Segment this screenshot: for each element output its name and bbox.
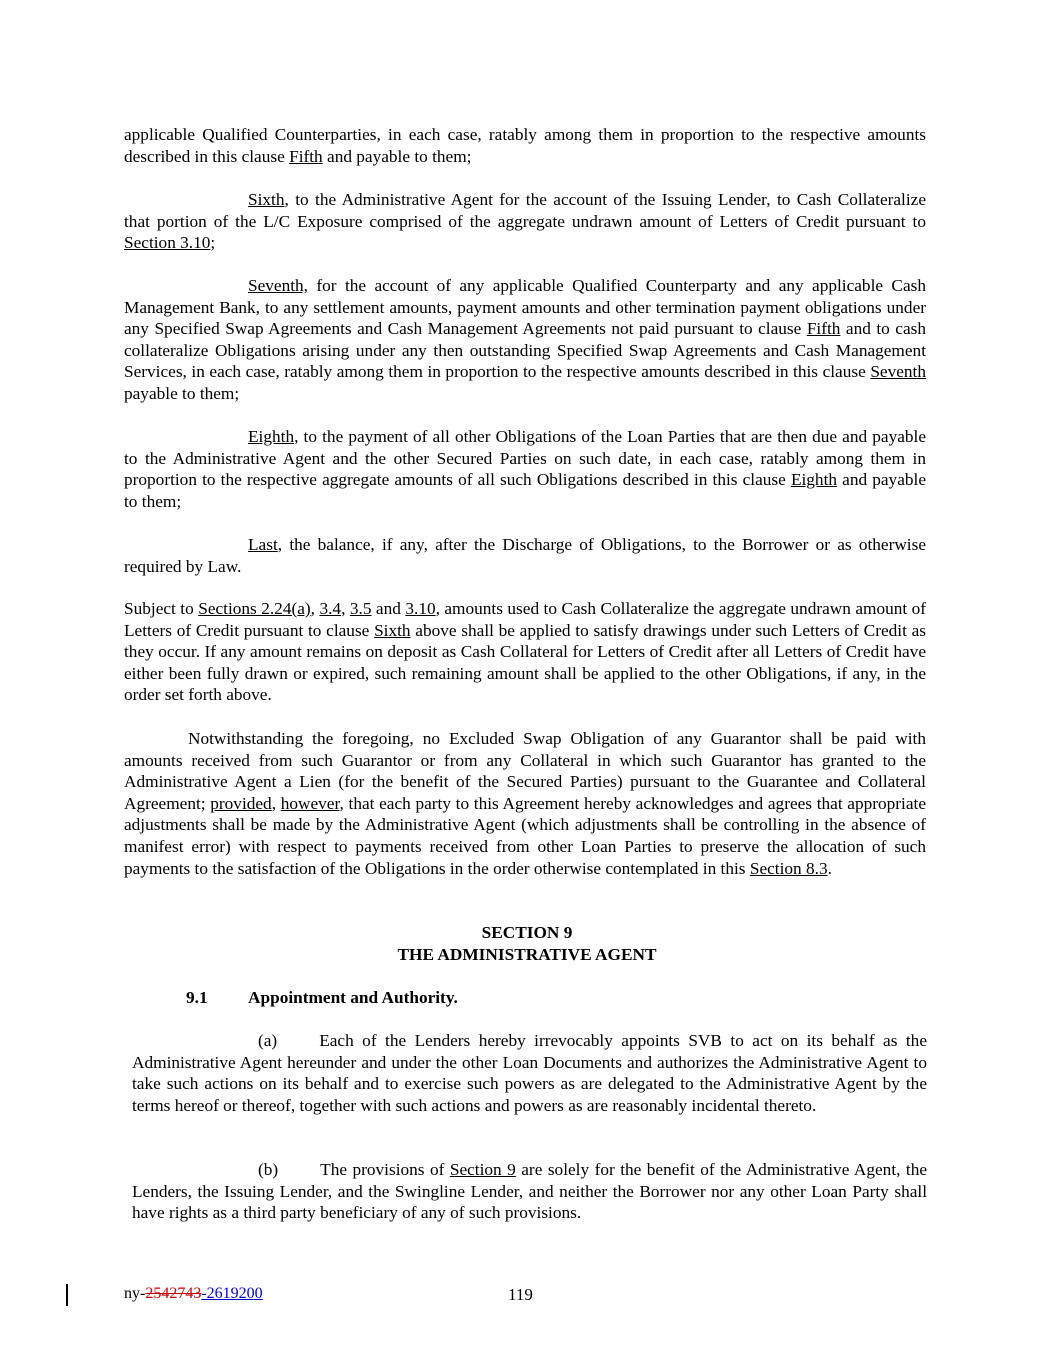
clause-reference: Eighth xyxy=(790,470,838,490)
text: Each of the Lenders hereby irrevocably appoints SVB to act on its behalf as the Administrative Agent hereunder and under the other Loan Documents and authorizes the Administrative Agent to take such actions on its behalf and to exercise such powers as are delegated to the Administrative Agent by the terms hereof or thereof, together with such actions and powers as are reasonably incidental thereto. xyxy=(132,1031,927,1115)
clause-reference: Fifth xyxy=(806,319,841,339)
text: and payable to them; xyxy=(322,146,472,166)
paragraph-eighth xyxy=(124,426,926,512)
text: , to the payment of all other Obligations of the Loan Parties that are then due and payable to the Administrative Agent and the other Secured Parties on such date, in each case, ratably among them in proportion to the respective aggregate amounts of all such Obligations described in this clause xyxy=(124,427,926,490)
text: , the balance, if any, after the Discharge of Obligations, to the Borrower or as otherwise required by Law. xyxy=(124,535,926,576)
paragraph-notwithstanding xyxy=(124,728,926,879)
paragraph-last xyxy=(124,534,926,577)
change-bar xyxy=(66,1284,68,1306)
text: . xyxy=(827,858,832,878)
text: , that each party to this Agreement hereby acknowledges and agrees that appropriate adjustments shall be made by the Administrative Agent (which adjustments shall be controlling in the absence of manifest error) with respect to payments received from other Loan Parties to preserve the allocation of such payments to the satisfaction of the Obligations in the order otherwise contemplated in this xyxy=(124,793,926,878)
clause-reference: Fifth xyxy=(289,146,323,166)
section-reference: Section 8.3 xyxy=(749,858,828,878)
page-number: 119 xyxy=(508,1285,533,1304)
clause-reference: Sixth xyxy=(374,620,411,640)
section-reference: Section 3.10 xyxy=(124,233,211,253)
section-number: SECTION 9 xyxy=(481,923,573,942)
clause-reference: Seventh xyxy=(870,362,926,382)
clause-a xyxy=(132,1030,927,1116)
footer-doc-id xyxy=(124,1285,263,1303)
text: Subject to xyxy=(124,599,199,618)
text: above shall be applied to satisfy drawings under such Letters of Credit as they occur. If any amount remains on deposit as Cash Collateral for Letters of Credit after all Letters of Credit have either been fully drawn or expired, such remaining amount shall be applied to the other Obligations, if any, in the order set forth above. xyxy=(124,620,926,705)
clause-heading-last: Last xyxy=(248,535,278,554)
text: , to the Administrative Agent for the account of the Issuing Lender, to Cash Collateralize that portion of the L/C Exposure comprised of the aggregate undrawn amount of Letters of Credit pursuant to xyxy=(124,190,926,231)
section-title: THE ADMINISTRATIVE AGENT xyxy=(397,945,657,964)
section-reference: Section 9 xyxy=(449,1160,516,1179)
paragraph-seventh xyxy=(124,275,926,405)
clause-heading-eighth: Eighth xyxy=(248,427,295,446)
text: applicable Qualified Counterparties, in each case, ratably among them in proportion to the respective amounts described in this clause xyxy=(124,125,926,166)
text: payable to them; xyxy=(124,383,240,403)
clause-label: (a) xyxy=(258,1031,278,1050)
subsection-heading xyxy=(186,987,458,1009)
proviso-term: provided xyxy=(210,793,272,813)
section-reference: Sections 2.24(a) xyxy=(198,599,311,618)
doc-prefix: ny- xyxy=(124,1285,146,1302)
text: and to cash collateralize Obligations arising under any then outstanding Specified Swap Agreements and Cash Management Services, in each case, ratably among them in proportion to the respective amounts described in this clause xyxy=(124,319,927,382)
text: for the account of any applicable Qualified Counterparty and any applicable Cash Management Bank, to any settlement amounts, payment amounts and other termination payment obligations under any Specified Swap Agreements and Cash Management Agreements not paid pursuant to clause xyxy=(124,276,926,339)
paragraph-sixth xyxy=(124,189,926,254)
subsection-number: 9.1 xyxy=(186,988,208,1007)
clause-heading-sixth: Sixth xyxy=(248,190,285,209)
proviso-term: however xyxy=(280,793,340,813)
clause-label: (b) xyxy=(258,1160,279,1179)
text: , xyxy=(341,599,350,618)
text: The provisions of xyxy=(320,1160,450,1179)
text: are solely for the benefit of the Administrative Agent, the Lenders, the Issuing Lender, and the Swingline Lender, and neither the Borrower nor any other Loan Party shall have rights as a third party beneficiary of any of such provisions. xyxy=(132,1160,928,1223)
paragraph-fifth-continuation xyxy=(124,124,926,167)
text: and xyxy=(371,599,406,618)
deleted-doc-id: 2542743 xyxy=(145,1285,202,1302)
text: , xyxy=(310,599,320,618)
section-reference: 3.4 xyxy=(319,599,342,618)
paragraph-subject-to xyxy=(124,598,926,706)
subsection-title: Appointment and Authority. xyxy=(248,988,458,1007)
text: , amounts used to Cash Collateralize the aggregate undrawn amount of Letters of Credit pursuant to clause xyxy=(124,599,927,640)
text: ; xyxy=(210,233,216,253)
text: Notwithstanding the foregoing, no Excluded Swap Obligation of any Guarantor shall be paid with amounts received from such Guarantor or from any Collateral in which such Guarantor has granted to the Administrative Agent a Lien (for the benefit of the Secured Parties) pursuant to the Guarantee and Collateral Agreement; xyxy=(124,729,926,813)
clause-b xyxy=(132,1159,927,1224)
section-reference: 3.5 xyxy=(349,599,372,618)
section-reference: 3.10 xyxy=(405,599,436,618)
clause-heading-seventh: Seventh, xyxy=(248,276,308,295)
text: , xyxy=(271,793,281,813)
inserted-doc-id: -2619200 xyxy=(201,1285,263,1302)
text: and payable to them; xyxy=(124,470,926,511)
